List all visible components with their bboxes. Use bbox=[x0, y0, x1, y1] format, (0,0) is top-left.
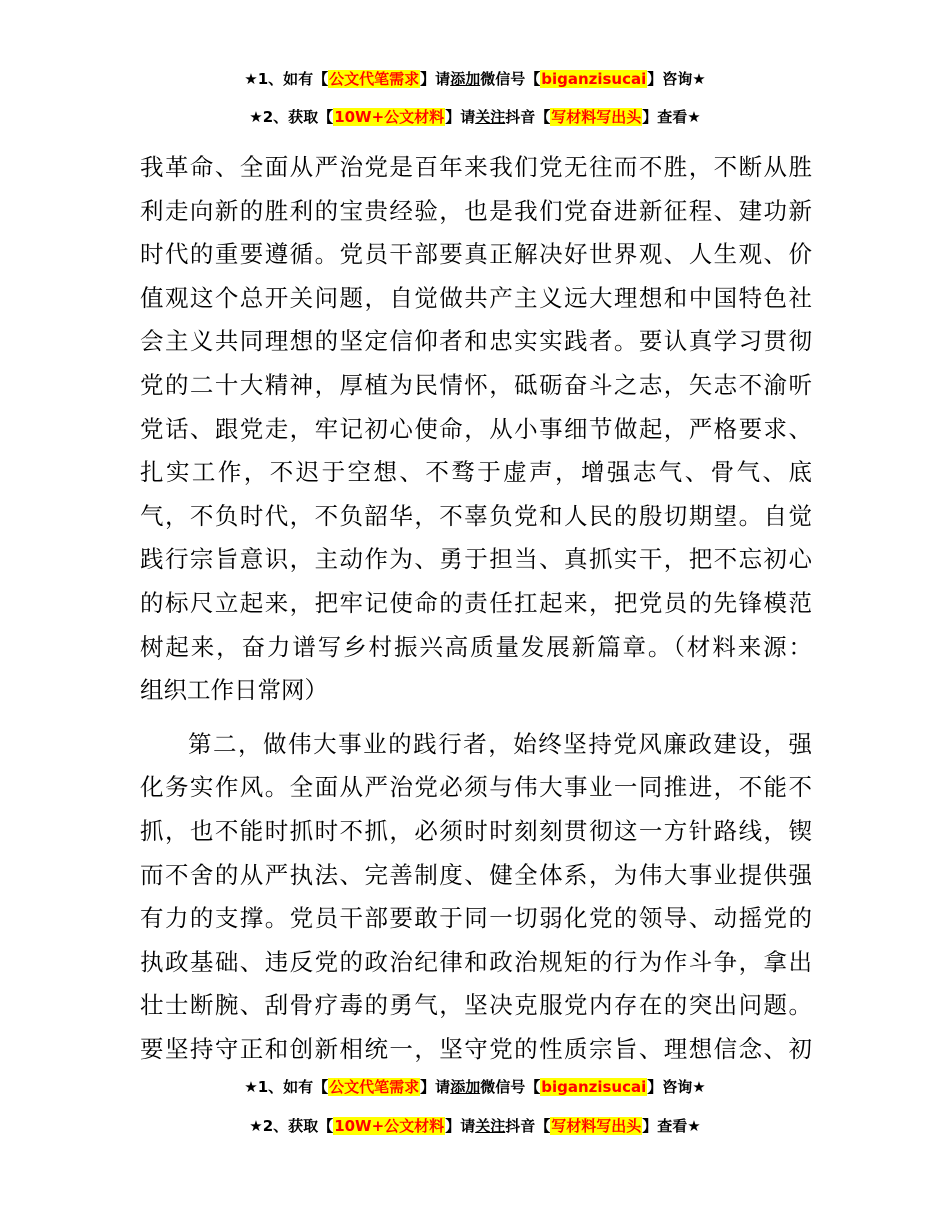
text-line: 的标尺立起来，把牢记使命的责任扛起来，把党员的先锋模范 bbox=[140, 588, 812, 617]
banner-text: 】请 bbox=[420, 70, 451, 88]
text-line: 有力的支撑。党员干部要敢于同一切弱化党的领导、动摇党的 bbox=[140, 904, 812, 933]
banner-text: 抖音【 bbox=[505, 1117, 551, 1135]
paragraph-1 bbox=[140, 146, 812, 713]
banner-text: 】请 bbox=[445, 1117, 476, 1135]
banner-text: 】查看★ bbox=[642, 108, 701, 126]
banner-text: ★1、如有【 bbox=[244, 1078, 329, 1096]
banner-highlight: 写材料写出头 bbox=[551, 108, 642, 126]
header-banner-line-1 bbox=[0, 69, 950, 89]
text-line: 我革命、全面从严治党是百年来我们党无往而不胜，不断从胜 bbox=[140, 153, 812, 181]
banner-underlined-text: 关注 bbox=[475, 108, 506, 126]
banner-text: ★2、获取【 bbox=[249, 108, 334, 126]
footer-banner-line-1 bbox=[0, 1077, 950, 1097]
text-line: 壮士断腕、刮骨疗毒的勇气，坚决克服党内存在的突出问题。 bbox=[140, 991, 812, 1020]
banner-text: 】查看★ bbox=[642, 1117, 701, 1135]
footer-banner-line-2 bbox=[0, 1116, 950, 1136]
banner-text: 】请 bbox=[420, 1078, 451, 1096]
text-line: 践行宗旨意识，主动作为、勇于担当、真抓实干，把不忘初心 bbox=[140, 545, 812, 574]
banner-highlight: 公文代笔需求 bbox=[329, 1078, 420, 1096]
banner-highlight: 10W+公文材料 bbox=[334, 108, 445, 126]
text-line: 利走向新的胜利的宝贵经验，也是我们党奋进新征程、建功新 bbox=[140, 196, 812, 225]
banner-highlight: biganzisucai bbox=[541, 1078, 647, 1096]
paragraph-gap bbox=[140, 713, 812, 723]
banner-underlined-text: 关注 bbox=[475, 1117, 506, 1135]
banner-highlight: 公文代笔需求 bbox=[329, 70, 420, 88]
banner-highlight: 10W+公文材料 bbox=[334, 1117, 445, 1135]
text-line: 党的二十大精神，厚植为民情怀，砥砺奋斗之志，矢志不渝听 bbox=[140, 370, 812, 399]
text-line: 抓，也不能时抓时不抓，必须时时刻刻贯彻这一方针路线，锲 bbox=[140, 816, 812, 845]
banner-text: 抖音【 bbox=[505, 108, 551, 126]
text-line: 党话、跟党走，牢记初心使命，从小事细节做起，严格要求、 bbox=[140, 414, 812, 443]
paragraph-2 bbox=[140, 723, 812, 1072]
banner-highlight: 写材料写出头 bbox=[551, 1117, 642, 1135]
banner-highlight: biganzisucai bbox=[541, 70, 647, 88]
text-line: 要坚持守正和创新相统一，坚守党的性质宗旨、理想信念、初 bbox=[140, 1034, 812, 1063]
banner-underlined-text: 添加 bbox=[450, 70, 481, 88]
banner-text: 微信号【 bbox=[480, 70, 541, 88]
text-line: 树起来，奋力谱写乡村振兴高质量发展新篇章。（材料来源： bbox=[140, 632, 812, 661]
text-line: 第二，做伟大事业的践行者，始终坚持党风廉政建设，强 bbox=[188, 729, 812, 758]
text-line: 而不舍的从严执法、完善制度、健全体系，为伟大事业提供强 bbox=[140, 860, 812, 889]
document-body bbox=[140, 146, 812, 1071]
banner-underlined-text: 添加 bbox=[450, 1078, 481, 1096]
banner-text: 】咨询★ bbox=[647, 70, 706, 88]
banner-text: 】请 bbox=[445, 108, 476, 126]
banner-text: ★1、如有【 bbox=[244, 70, 329, 88]
text-line: 执政基础、违反党的政治纪律和政治规矩的行为作斗争，拿出 bbox=[140, 947, 812, 976]
banner-text: ★2、获取【 bbox=[249, 1117, 334, 1135]
header-banner-line-2 bbox=[0, 107, 950, 127]
text-line: 扎实工作，不迟于空想、不骛于虚声，增强志气、骨气、底 bbox=[140, 458, 812, 487]
text-line: 组织工作日常网） bbox=[140, 676, 328, 705]
banner-text: 】咨询★ bbox=[647, 1078, 706, 1096]
text-line: 气，不负时代，不负韶华，不辜负党和人民的殷切期望。自觉 bbox=[140, 501, 812, 530]
banner-text: 微信号【 bbox=[480, 1078, 541, 1096]
text-line: 值观这个总开关问题，自觉做共产主义远大理想和中国特色社 bbox=[140, 283, 812, 312]
text-line: 时代的重要遵循。党员干部要真正解决好世界观、人生观、价 bbox=[140, 240, 812, 269]
text-line: 会主义共同理想的坚定信仰者和忠实实践者。要认真学习贯彻 bbox=[140, 327, 812, 356]
text-line: 化务实作风。全面从严治党必须与伟大事业一同推进，不能不 bbox=[140, 773, 812, 802]
